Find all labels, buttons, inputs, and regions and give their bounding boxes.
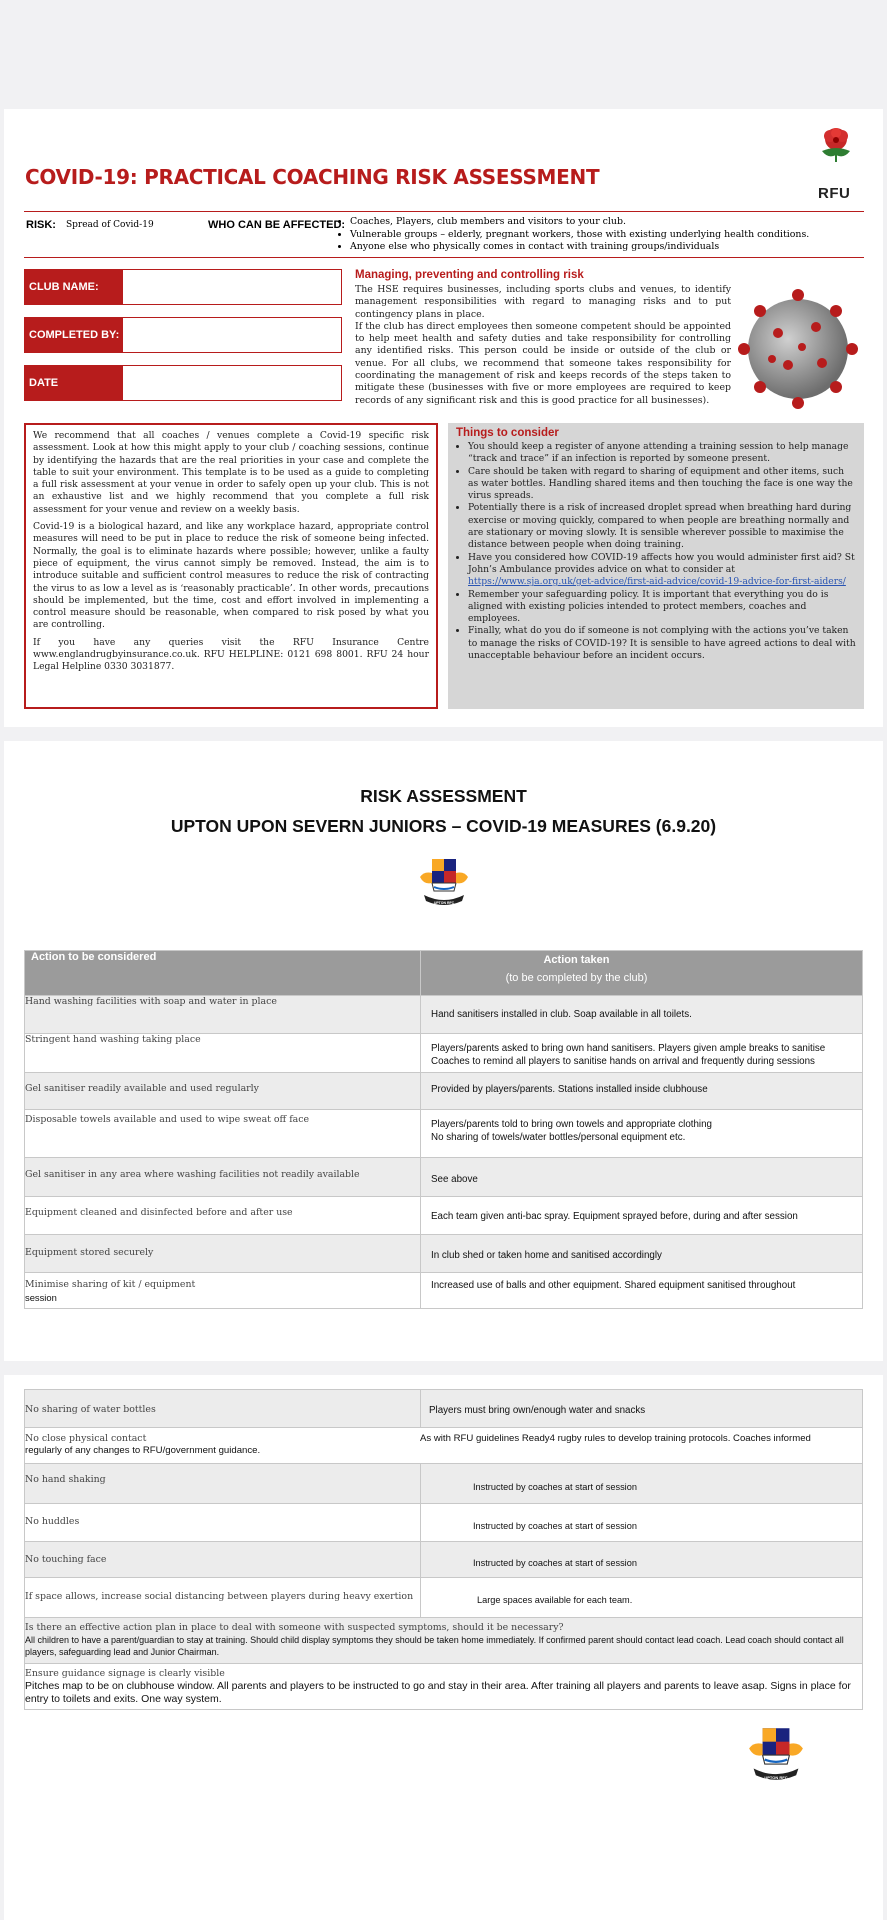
risk-assessment-continued-page <box>4 1375 883 1920</box>
completed-by-label: COMPLETED BY: <box>25 318 123 352</box>
completed-by-field[interactable] <box>24 317 342 353</box>
table-row <box>25 996 863 1034</box>
guidance-box <box>24 423 438 709</box>
club-name-label: CLUB NAME: <box>25 270 123 304</box>
symptoms-answer: All children to have a parent/guardian to stay at training. Should child display symptoms they should be taken home immediately. If confirmed parent should contact lead coach. Lead coach should contact all players, safeguarding lead and Junior Chairman. <box>25 1635 844 1657</box>
list-item: • Finally, what do you do if someone is not complying with the actions you’ve taken to manage the risks of COVID-19? It is sensible to have agreed actions to deal with unacceptable behaviour before an incident occurs. <box>468 625 856 662</box>
taken-cell: Hand sanitisers installed in club. Soap available in all toilets. <box>421 996 863 1034</box>
page-subtitle: UPTON UPON SEVERN JUNIORS – COVID-19 MEASURES (6.9.20) <box>170 816 717 836</box>
crest-caption: UPTON RFC <box>433 901 455 905</box>
list-item: • You should keep a register of anyone attending a training session to help manage “track and trace” if an infection is reported by someone present. <box>468 441 856 466</box>
table-row <box>25 1578 863 1618</box>
taken-cell: Each team given anti-bac spray. Equipment sprayed before, during and after session <box>421 1197 863 1235</box>
table-row <box>25 1110 863 1158</box>
symptoms-question: Is there an effective action plan in place to deal with someone with suspected symptoms, should it be necessary? <box>25 1622 564 1633</box>
page-title: RISK ASSESSMENT <box>360 786 527 806</box>
action-cell: Gel sanitiser in any area where washing facilities not readily available <box>25 1158 421 1197</box>
table-row <box>25 1273 863 1309</box>
taken-cell: Increased use of balls and other equipment. Shared equipment sanitised throughout <box>421 1273 863 1309</box>
signage-answer: Pitches map to be on clubhouse window. All parents and players to be instructed to go and stay in their area. After training all players and parents to leave asap. Signs in place for entry to toilets and exits. One way system. <box>25 1680 851 1705</box>
action-cell: Gel sanitiser readily available and used regularly <box>25 1073 421 1110</box>
list-item: • Anyone else who physically comes in contact with training groups/individuals <box>350 241 809 254</box>
taken-cell: Large spaces available for each team. <box>421 1578 863 1618</box>
table-row <box>25 1158 863 1197</box>
paragraph: Covid-19 is a biological hazard, and like any workplace hazard, appropriate control measures will need to be put in place to reduce the risk of someone being infected. Normally, the goal is to eliminate hazards where possible; however, unlike a faulty piece of equipment, the virus cannot simply be removed. Instead, the aim is to introduce suitable and sufficient control measures to reduce the risk of contracting the virus to as low a level as is ‘reasonably practicable’. In other words, precautions should be implemented, but the time, cost and effort involved in implementing a control measure should be reasonable, when compared to risk posed by what you are controlling. <box>33 521 429 631</box>
signage-question: Ensure guidance signage is clearly visible <box>25 1668 225 1679</box>
action-cell <box>25 1273 421 1309</box>
list-item: • Remember your safeguarding policy. It is important that everything you do is aligned with existing policies intended to protect members, coaches and employees. <box>468 589 856 626</box>
taken-line: Players/parents asked to bring own hand sanitisers. Players given ample breaks to sanitise <box>431 1043 826 1054</box>
rose-logo-icon <box>814 125 858 163</box>
header-taken-label: Action taken <box>543 954 610 966</box>
taken-cell: Instructed by coaches at start of session <box>421 1542 863 1578</box>
risk-assessment-table <box>24 950 863 1309</box>
rfu-logo-text: RFU <box>818 185 851 202</box>
risk-assessment-page <box>4 741 883 1361</box>
signage-row-cell <box>25 1664 863 1710</box>
column-header-action: Action to be considered <box>25 951 421 996</box>
action-cell: Equipment cleaned and disinfected before and after use <box>25 1197 421 1235</box>
taken-cell: As with RFU guidelines Ready4 rugby rules to develop training protocols. Coaches informed <box>420 1433 811 1444</box>
taken-line: No sharing of towels/water bottles/personal equipment etc. <box>431 1131 686 1143</box>
table-row <box>25 1390 863 1428</box>
paragraph: We recommend that all coaches / venues complete a Covid-19 specific risk assessment. Look at how this might apply to your club / coaching sessions, continue by identifying the hazards that are the real priorities in your case and complete the table to suit your environment. This template is to be used as a guide to completing a full risk assessment at your venue in order to safely open up your club. This is not an exhaustive list and we highly recommend that you complete a full risk assessment for your venue and review on a weekly basis. <box>33 430 429 515</box>
taken-line: Players/parents told to bring own towels and appropriate clothing <box>431 1119 713 1130</box>
paragraph: If the club has direct employees then someone competent should be appointed to help meet health and safety duties and take responsibility for controlling any identified risks. This person could be inside or outside of the club or venue. For all clubs, we recommend that someone takes responsibility for coordinating the management of risk and keeps records of the steps taken to mitigate these (businesses with five or more employees are required to keep records of any significant risk and this is good practice for all businesses). <box>355 320 731 406</box>
action-cell: No hand shaking <box>25 1464 421 1504</box>
sja-link[interactable]: https://www.sja.org.uk/get-advice/first-aid-advice/covid-19-advice-for-first-aiders/ <box>468 576 846 588</box>
column-header-taken <box>421 951 863 996</box>
action-cell: No touching face <box>25 1542 421 1578</box>
table-row <box>25 1073 863 1110</box>
paragraph: The HSE requires businesses, including sports clubs and venues, to identify management responsibilities with regard to managing risks and to put contingency plans in place. <box>355 284 731 320</box>
table-row <box>25 1197 863 1235</box>
header-taken-sublabel: (to be completed by the club) <box>505 972 648 984</box>
action-cell: No close physical contact <box>25 1433 147 1444</box>
list-item: • Coaches, Players, club members and visitors to your club. <box>350 216 809 229</box>
action-cell: If space allows, increase social distancing between players during heavy exertion <box>25 1578 421 1618</box>
contact-row-cell <box>25 1428 863 1464</box>
taken-cell: Instructed by coaches at start of session <box>421 1504 863 1542</box>
taken-cell: Provided by players/parents. Stations installed inside clubhouse <box>421 1073 863 1110</box>
taken-cell: See above <box>421 1158 863 1197</box>
list-item: • Potentially there is a risk of increased droplet spread when breathing hard during exercise or moving quickly, compared to when people are breathing normally and are stationary or moving slowly. It is sensible wherever possible to maximise the distance between people when doing training. <box>468 502 856 551</box>
action-cell: Disposable towels available and used to wipe sweat off face <box>25 1110 421 1158</box>
who-affected-list <box>338 216 809 254</box>
table-header <box>25 951 863 996</box>
action-line: session <box>25 1292 57 1303</box>
taken-cell: Players must bring own/enough water and snacks <box>421 1390 863 1428</box>
taken-cell <box>421 1034 863 1073</box>
first-aid-text: Have you considered how COVID-19 affects how you would administer first aid? St John’s Ambulance provides advice on what to consider at <box>468 551 855 575</box>
managing-risk-text <box>355 284 731 407</box>
club-name-field[interactable] <box>24 269 342 305</box>
coronavirus-icon <box>732 283 864 415</box>
taken-cell: In club shed or taken home and sanitised accordingly <box>421 1235 863 1273</box>
things-to-consider-title: Things to consider <box>456 427 559 439</box>
list-item <box>468 552 856 589</box>
list-item: • Care should be taken with regard to sharing of equipment and other items, such as water bottles. Handling shared items and then touching the face is one way the virus spreads. <box>468 466 856 503</box>
crest-caption: UPTON RFC <box>764 1775 788 1780</box>
table-row <box>25 1542 863 1578</box>
taken-continued: regularly of any changes to RFU/government guidance. <box>25 1445 261 1456</box>
taken-line: Coaches to remind all players to sanitise hands on arrival and frequently during sessions <box>431 1055 815 1067</box>
symptoms-row-cell <box>25 1618 863 1664</box>
table-row <box>25 1428 863 1464</box>
action-cell: Stringent hand washing taking place <box>25 1034 421 1073</box>
risk-label: RISK: <box>26 219 56 231</box>
paragraph: If you have any queries visit the RFU Insurance Centre www.englandrugbyinsurance.co.uk. RFU HELPLINE: 0121 698 8001. RFU 24 hour Legal Helpline 0330 3031877. <box>33 636 429 673</box>
risk-value: Spread of Covid-19 <box>66 220 154 230</box>
table-row <box>25 1664 863 1710</box>
things-to-consider-list <box>456 441 856 662</box>
taken-cell <box>421 1110 863 1158</box>
divider <box>24 211 864 212</box>
table-row <box>25 1504 863 1542</box>
divider <box>24 257 864 258</box>
club-crest-icon <box>418 857 470 907</box>
table-row <box>25 1618 863 1664</box>
rfu-template-page <box>4 109 883 727</box>
action-line: Minimise sharing of kit / equipment <box>25 1279 196 1290</box>
page-title: COVID-19: PRACTICAL COACHING RISK ASSESSMENT <box>25 165 600 189</box>
managing-risk-title: Managing, preventing and controlling risk <box>355 269 584 281</box>
action-cell: No huddles <box>25 1504 421 1542</box>
action-cell: Equipment stored securely <box>25 1235 421 1273</box>
table-row <box>25 1235 863 1273</box>
things-to-consider-box <box>448 423 864 709</box>
action-cell: No sharing of water bottles <box>25 1390 421 1428</box>
date-completed-field[interactable] <box>24 365 342 423</box>
who-affected-label: WHO CAN BE AFFECTED: <box>208 219 346 231</box>
taken-cell: Instructed by coaches at start of session <box>421 1464 863 1504</box>
list-item: • Vulnerable groups – elderly, pregnant workers, those with existing underlying health conditions. <box>350 229 809 242</box>
action-cell: Hand washing facilities with soap and water in place <box>25 996 421 1034</box>
table-row <box>25 1464 863 1504</box>
club-crest-icon <box>744 1726 808 1782</box>
risk-assessment-table-continued <box>24 1389 863 1710</box>
date-completed-label: DATE COMPLETED: <box>25 366 123 400</box>
table-row <box>25 1034 863 1073</box>
